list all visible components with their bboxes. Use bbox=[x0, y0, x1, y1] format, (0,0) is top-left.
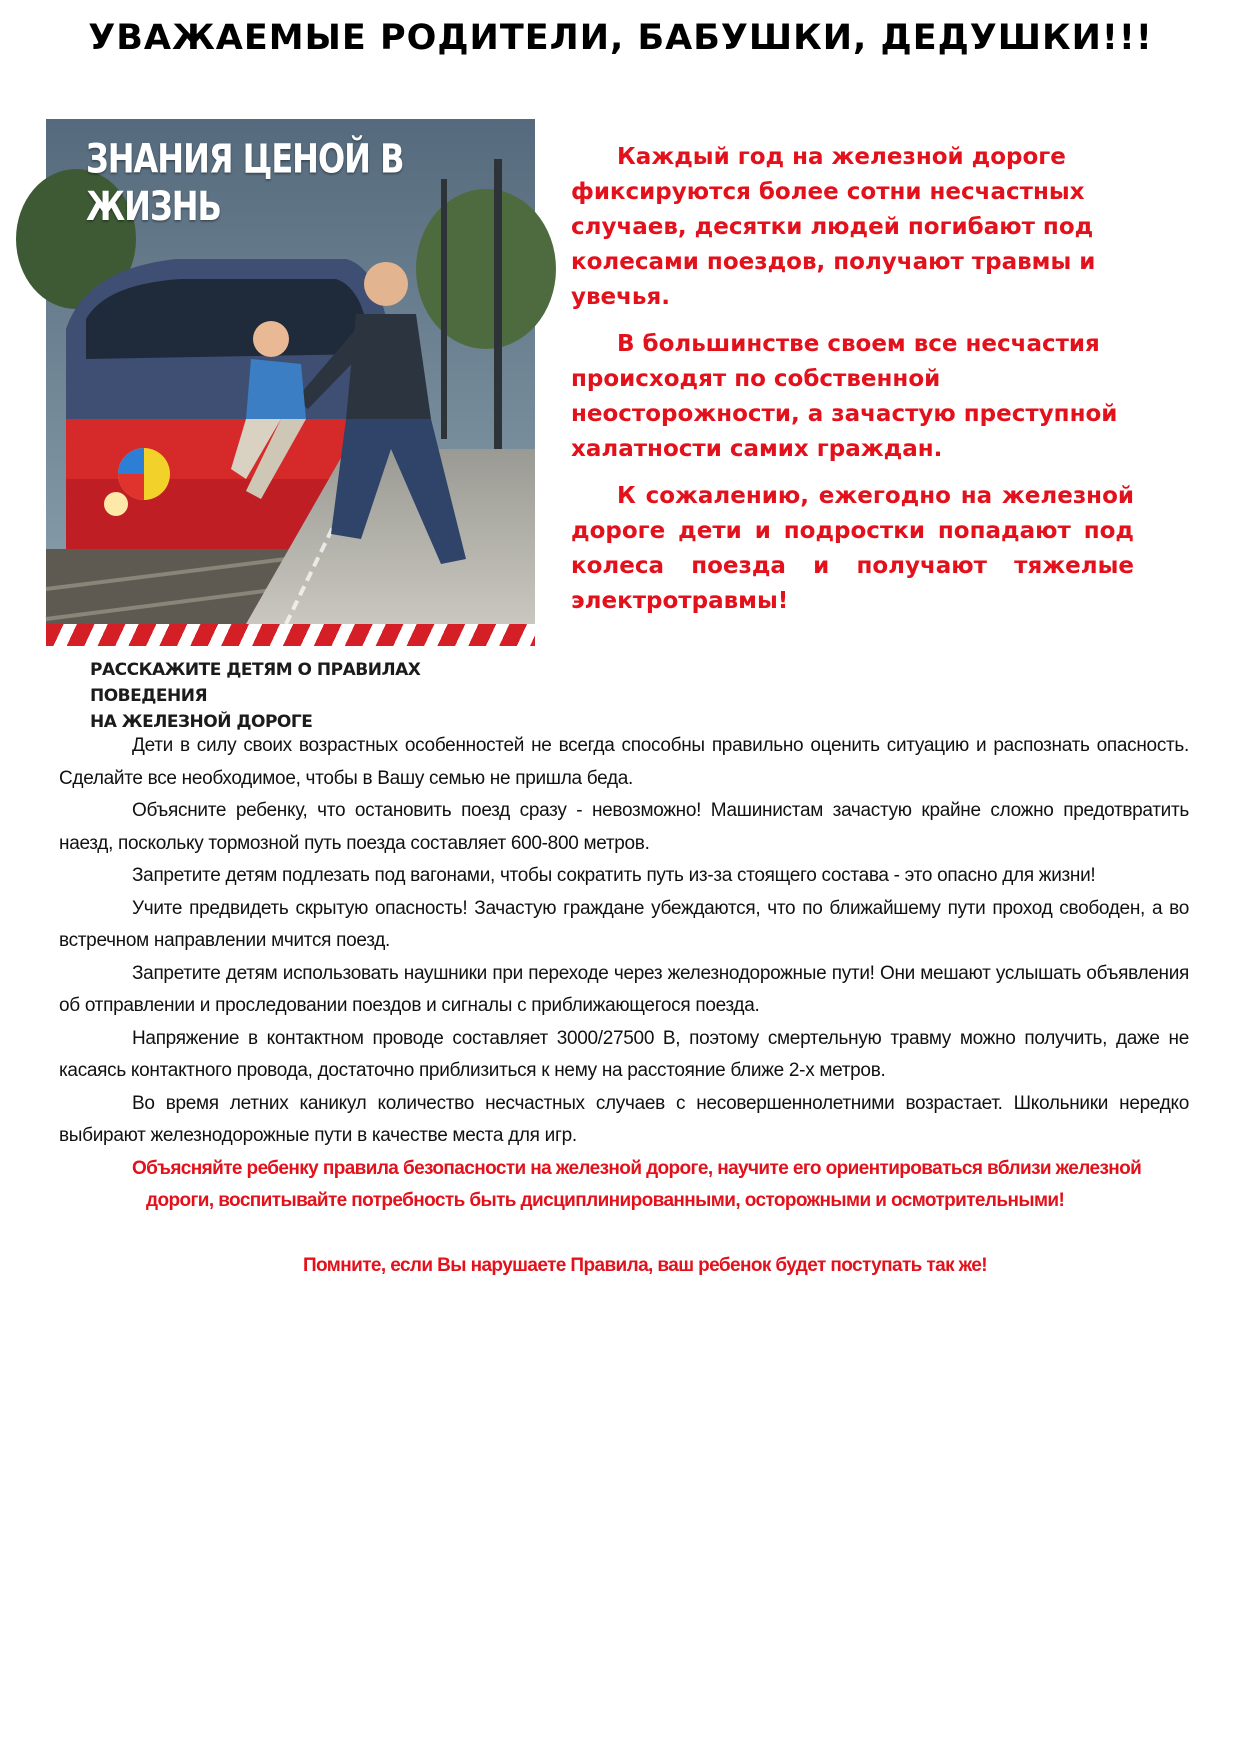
advice-paragraph-2: Объясните ребенку, что остановить поезд сразу - невозможно! Машинистам зачастую крайне сложно предотвратить наезд, поскольку тормозной путь поезда составляет 600-800 метров. bbox=[59, 800, 1189, 854]
safety-callout-line-1: Объясняйте ребенку правила безопасности на железной дороге, научите его ориентироваться вблизи железной bbox=[132, 1158, 1142, 1179]
hazard-stripe bbox=[46, 624, 535, 646]
poster-caption-line-1: РАССКАЖИТЕ ДЕТЯМ О ПРАВИЛАХ ПОВЕДЕНИЯ bbox=[90, 660, 421, 706]
poster-caption-line-2: НА ЖЕЛЕЗНОЙ ДОРОГЕ bbox=[90, 712, 313, 732]
advice-text bbox=[59, 730, 1189, 1153]
advice-paragraph-5: Запретите детям использовать наушники при переходе через железнодорожные пути! Они мешают услышать объявления об отправлении и проследовании поездов и сигналы с приближающегося поезда. bbox=[59, 962, 1189, 1016]
warning-paragraph-3: К сожалению, ежегодно на железной дороге дети и подростки попадают под колеса поезда и получают тяжелые электротравмы! bbox=[571, 483, 1134, 614]
advice-paragraph-3: Запретите детям подлезать под вагонами, чтобы сократить путь из-за стоящего состава - это опасно для жизни! bbox=[132, 865, 1096, 886]
advice-paragraph-6: Напряжение в контактном проводе составляет 3000/27500 В, поэтому смертельную травму можно получить, даже не касаясь контактного провода, достаточно приблизиться к нему на расстояние ближе 2-х метров. bbox=[59, 1027, 1189, 1081]
safety-callout-line-2: дороги, воспитывайте потребность быть дисциплинированными, осторожными и осмотрительными! bbox=[146, 1190, 1065, 1211]
remember-note: Помните, если Вы нарушаете Правила, ваш ребенок будет поступать так же! bbox=[303, 1255, 987, 1276]
warning-paragraph-1: Каждый год на железной дороге фиксируются более сотни несчастных случаев, десятки людей погибают под колесами поездов, получают травмы и увечья. bbox=[571, 144, 1096, 310]
poster-headline: ЗНАНИЯ ЦЕНОЙ В ЖИЗНЬ bbox=[86, 135, 404, 230]
poster-photo bbox=[46, 119, 535, 624]
advice-paragraph-7: Во время летних каникул количество несчастных случаев с несовершеннолетними возрастает. Школьники нередко выбирают железнодорожные пути в качестве места для игр. bbox=[59, 1092, 1189, 1146]
warning-column bbox=[571, 140, 1134, 631]
page-title: УВАЖАЕМЫЕ РОДИТЕЛИ, БАБУШКИ, ДЕДУШКИ!!! bbox=[88, 18, 1153, 58]
warning-paragraph-2: В большинстве своем все несчастия происходят по собственной неосторожности, а зачастую преступной халатности самих граждан. bbox=[571, 331, 1118, 462]
advice-paragraph-1: Дети в силу своих возрастных особенностей не всегда способны правильно оценить ситуацию и распознать опасность. Сделайте все необходимое, чтобы в Вашу семью не пришла беда. bbox=[59, 735, 1189, 789]
safety-poster bbox=[46, 119, 535, 732]
safety-callout bbox=[132, 1153, 1192, 1217]
poster-caption bbox=[90, 657, 530, 735]
advice-paragraph-4: Учите предвидеть скрытую опасность! Зачастую граждане убеждаются, что по ближайшему пути проход свободен, а во встречном направлении мчится поезд. bbox=[59, 897, 1189, 951]
